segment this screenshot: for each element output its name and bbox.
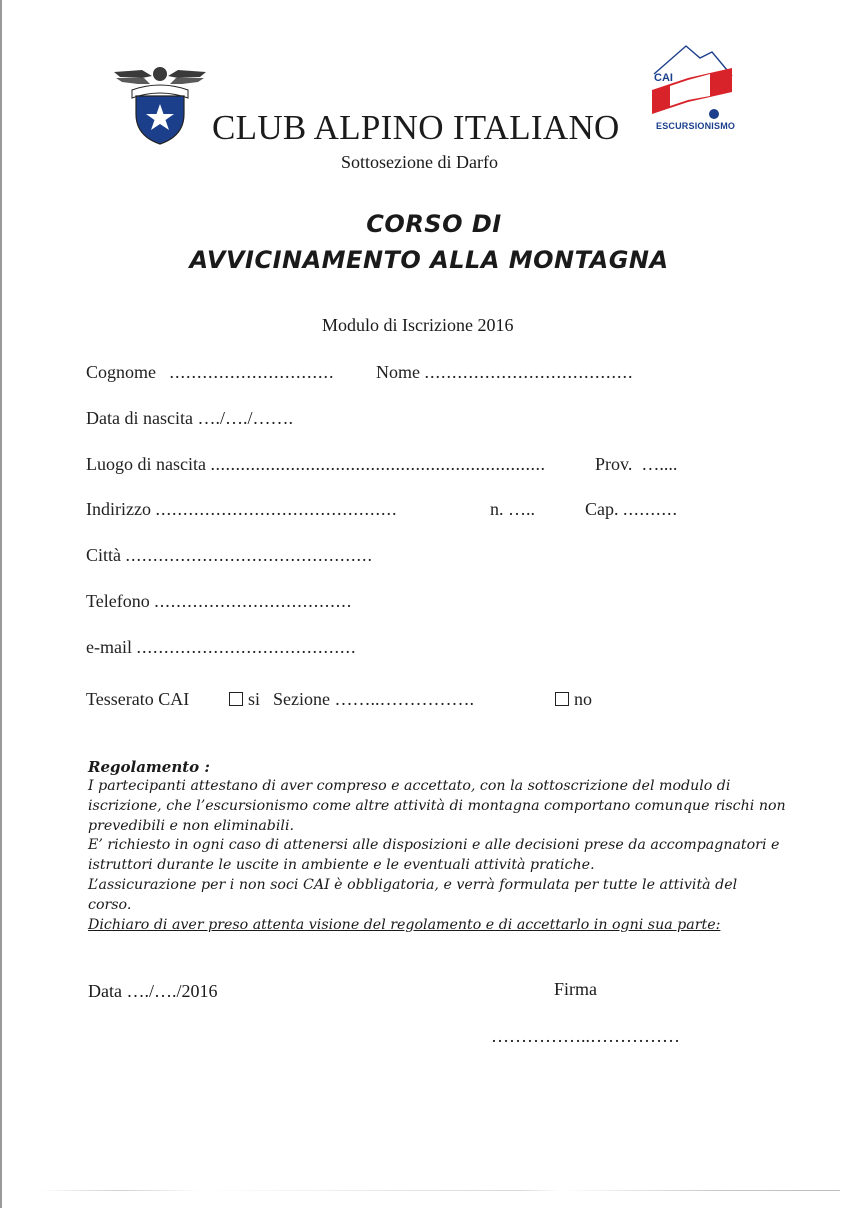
si-label: si [248, 689, 261, 709]
numero-civico-field[interactable] [490, 499, 535, 520]
indirizzo-dots: ............................................ [155, 499, 398, 519]
course-title-line-2: AVVICINAMENTO ALLA MONTAGNA [189, 246, 669, 274]
nome-dots: ...................................... [424, 362, 634, 382]
regolamento-line: E’ richiesto in ogni caso di attenersi alle disposizioni e alle decisioni prese da accompagnatori e [88, 837, 780, 853]
regolamento-title: Regolamento : [88, 758, 210, 776]
sezione-dots: ……..……………. [334, 689, 474, 709]
prov-dots: ….... [641, 454, 678, 474]
firma-label: Firma [554, 979, 597, 999]
cai-eagle-emblem-logo [112, 64, 208, 146]
telefono-dots: .................................... [154, 591, 353, 611]
sezione-label: Sezione [273, 689, 330, 709]
prov-field[interactable] [595, 454, 677, 475]
no-checkbox[interactable] [555, 692, 569, 706]
email-dots: ........................................ [136, 637, 357, 657]
logo-escursionismo-text: ESCURSIONISMO [656, 121, 736, 131]
cap-field[interactable] [585, 499, 678, 520]
regolamento-line: I partecipanti attestano di aver compreso e accettato, con la sottoscrizione del modulo di [88, 778, 731, 794]
indirizzo-field[interactable] [86, 499, 397, 520]
cap-dots: .......... [623, 499, 678, 519]
numero-label: n. ….. [490, 499, 535, 519]
tesserato-no-option[interactable] [555, 689, 592, 710]
firma-signature-line[interactable]: ……………..…………… [491, 1026, 680, 1046]
regolamento-line: istruttori durante le uscite in ambiente e le eventuali attività pratiche. [88, 857, 595, 873]
regolamento-line: corso. [88, 897, 132, 913]
regolamento-line: L’assicurazione per i non soci CAI è obbligatoria, e verrà formulata per tutte le attività del [88, 877, 738, 893]
org-title: CLUB ALPINO ITALIANO [212, 108, 620, 147]
no-label: no [574, 689, 592, 709]
luogo-nascita-dots: ................................................................... [210, 454, 546, 474]
citta-field[interactable] [86, 545, 373, 566]
tesserato-cai-label-group [86, 689, 189, 710]
email-label: e-mail [86, 637, 132, 657]
regolamento-line: iscrizione, che l’escursionismo come altre attività di montagna comportano comunque rischi non [88, 798, 786, 814]
regolamento-declaration: Dichiaro di aver preso attenta visione del regolamento e di accettarlo in ogni sua parte: [88, 917, 721, 933]
cognome-label: Cognome [86, 362, 156, 382]
data-nascita-label: Data di nascita [86, 408, 193, 428]
scan-artifact-line [40, 1190, 840, 1191]
citta-label: Città [86, 545, 121, 565]
cap-label: Cap. [585, 499, 619, 519]
data-nascita-value: …./…./……. [197, 408, 293, 428]
indirizzo-label: Indirizzo [86, 499, 151, 519]
nome-field[interactable] [376, 362, 634, 383]
sezione-field[interactable] [273, 689, 474, 710]
scan-page-edge [0, 0, 2, 1208]
form-title: Modulo di Iscrizione 2016 [322, 315, 514, 335]
si-checkbox[interactable] [229, 692, 243, 706]
nome-label: Nome [376, 362, 420, 382]
tesserato-cai-label: Tesserato CAI [86, 689, 190, 709]
cognome-field[interactable] [86, 362, 335, 383]
cai-escursionismo-logo [648, 44, 734, 140]
tesserato-si-option[interactable] [229, 689, 260, 710]
citta-dots: ............................................. [125, 545, 373, 565]
prov-label: Prov. [595, 454, 633, 474]
course-title-line-1: CORSO DI [366, 210, 502, 238]
logo-cai-text: CAI [654, 72, 673, 84]
telefono-field[interactable] [86, 591, 352, 612]
luogo-nascita-label: Luogo di nascita [86, 454, 206, 474]
data-nascita-field[interactable] [86, 408, 293, 429]
data-field[interactable]: Data …./…./2016 [88, 981, 218, 1001]
regolamento-line: prevedibili e non eliminabili. [88, 818, 294, 834]
org-subtitle: Sottosezione di Darfo [341, 152, 498, 172]
telefono-label: Telefono [86, 591, 150, 611]
cognome-dots: .............................. [169, 362, 335, 382]
luogo-nascita-field[interactable] [86, 454, 545, 475]
email-field[interactable] [86, 637, 356, 658]
